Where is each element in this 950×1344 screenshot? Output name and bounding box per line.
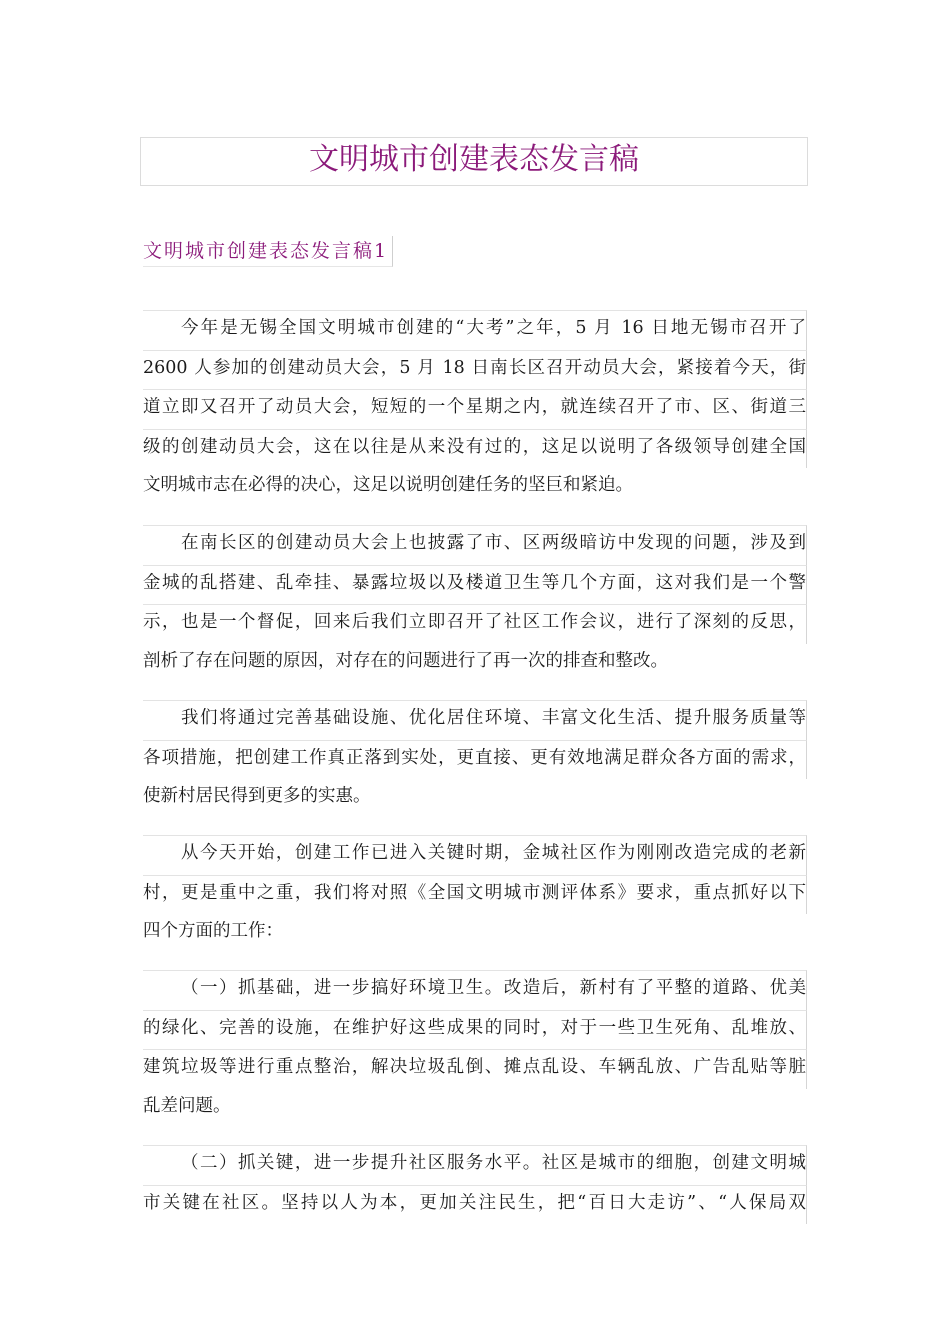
paragraph [143,835,807,954]
paragraph-line [143,700,807,740]
paragraph [143,525,807,683]
line-text: 四个方面的工作： [143,921,283,941]
line-text: 我们将通过完善基础设施、优化居住环境、丰富文化生活、提升服务质量等 [181,708,806,728]
line-text: 示，也是一个督促，回来后我们立即召开了社区工作会议，进行了深刻的反思， [143,612,806,632]
paragraph-line [143,1010,807,1050]
line-text: 从今天开始，创建工作已进入关键时期，金城社区作为刚刚改造完成的老新 [181,843,806,863]
paragraph-line [143,1049,807,1089]
paragraph-line [143,1185,807,1225]
paragraph-line [143,1089,807,1129]
line-text: 村，更是重中之重，我们将对照《全国文明城市测评体系》要求，重点抓好以下 [143,882,806,903]
paragraph-line [143,970,807,1010]
paragraph [143,1145,807,1224]
line-text: 的绿化、完善的设施，在维护好这些成果的同时，对于一些卫生死角、乱堆放、 [143,1017,806,1038]
paragraph-line [143,389,807,429]
line-text: 金城的乱搭建、乱牵挂、暴露垃圾以及楼道卫生等几个方面，这对我们是一个警 [143,572,806,593]
line-text: 各项措施，把创建工作真正落到实处，更直接、更有效地满足群众各方面的需求， [143,747,806,768]
line-text: 使新村居民得到更多的实惠。 [143,786,371,806]
line-text: 建筑垃圾等进行重点整治，解决垃圾乱倒、摊点乱设、车辆乱放、广告乱贴等脏 [143,1057,806,1077]
paragraph [143,310,807,508]
line-text: 剖析了存在问题的原因，对存在的问题进行了再一次的排查和整改。 [143,650,668,671]
line-text: 级的创建动员大会，这在以往是从来没有过的，这足以说明了各级领导创建全国 [143,436,806,457]
line-text: 今年是无锡全国文明城市创建的“大考”之年，5 月 16 日地无锡市召开了 [181,318,806,338]
line-text: （一）抓基础，进一步搞好环境卫生。改造后，新村有了平整的道路、优美 [181,978,806,998]
paragraph-line [143,779,807,819]
section-heading: 文明城市创建表态发言稿1 [143,236,393,267]
paragraph-line [143,468,807,508]
paragraph-line [143,429,807,469]
line-text: （二）抓关键，进一步提升社区服务水平。社区是城市的细胞，创建文明城 [181,1153,806,1173]
paragraph-line [143,525,807,565]
line-text: 在南长区的创建动员大会上也披露了市、区两级暗访中发现的问题，涉及到 [181,533,806,553]
paragraph-line [143,350,807,390]
line-text: 2600 人参加的创建动员大会，5 月 18 日南长区召开动员大会，紧接着今天，街 [143,357,806,378]
document-title: 文明城市创建表态发言稿 [140,137,808,186]
line-text: 文明城市志在必得的决心，这足以说明创建任务的坚巨和紧迫。 [143,475,633,495]
paragraph-line [143,740,807,780]
line-text: 乱差问题。 [143,1095,231,1116]
paragraph [143,700,807,819]
paragraph-line [143,604,807,644]
paragraph-line [143,565,807,605]
line-text: 道立即又召开了动员大会，短短的一个星期之内，就连续召开了市、区、街道三 [143,397,806,417]
paragraph [143,970,807,1128]
paragraph-line [143,835,807,875]
paragraph-line [143,914,807,954]
paragraph-line [143,644,807,684]
paragraph-line [143,310,807,350]
paragraph-line [143,1145,807,1185]
paragraph-line [143,875,807,915]
line-text: 市关键在社区。坚持以人为本，更加关注民生，把“百日大走访”、“人保局双 [143,1192,806,1213]
